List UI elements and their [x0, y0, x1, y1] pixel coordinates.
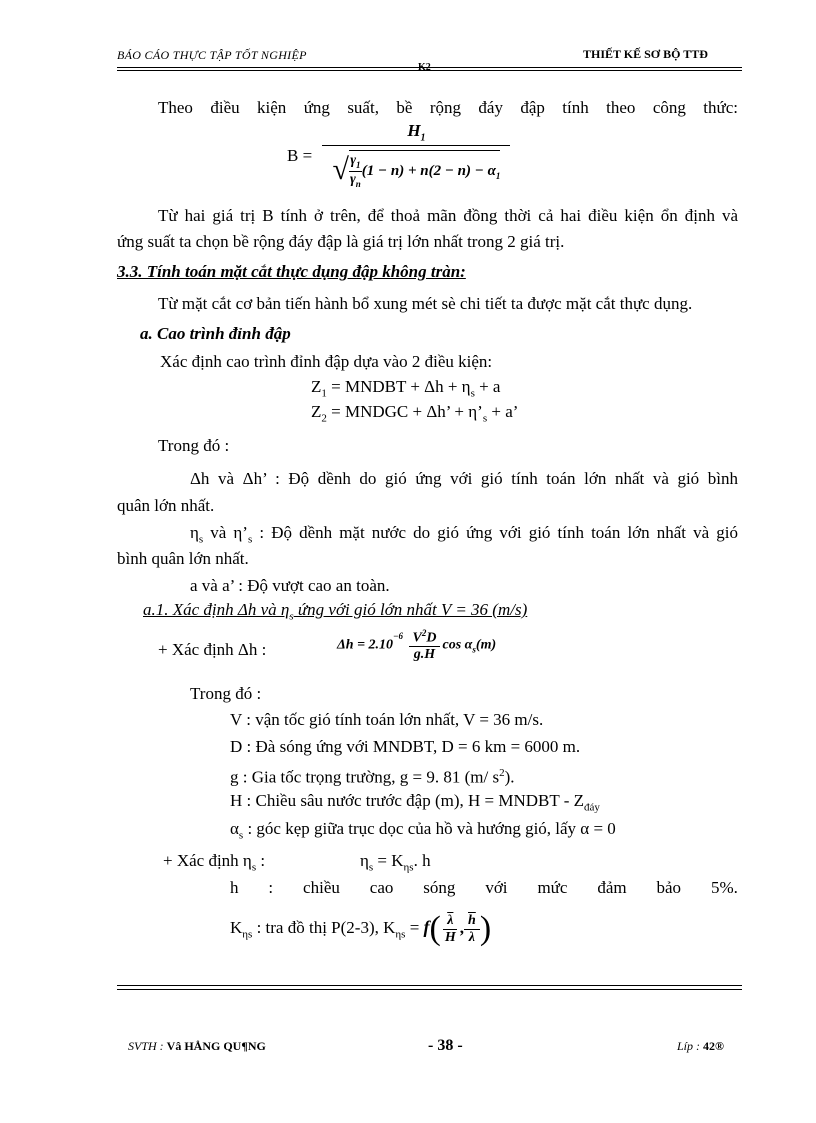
- para-eta-1: $\eta_s$ và $\eta’_s$ : Độ dềnh mặt nước do gió ứng với gió tính toán lớn nhất và gió: [190, 523, 739, 546]
- equation-b: [287, 122, 510, 190]
- def-v: V : vận tốc gió tính toán lớn nhất, V = 36 m/s.: [230, 710, 544, 729]
- equation-z2: $Z_2$ = MNDGC + Δh’ + $\eta’_s + a$’: [311, 402, 519, 425]
- footer-svth: SVTH : Vâ HÅNG QU¶NG: [128, 1039, 266, 1053]
- para-dh-1: Δh và Δh’ : Độ dềnh do gió ứng với gió tính toán lớn nhất và gió bình: [190, 469, 738, 488]
- equation-eta: $\eta_s = K_{\eta s}$. h: [360, 851, 431, 874]
- header-center: K2: [418, 62, 431, 73]
- para-stress: Theo điều kiện ứng suất, bề rộng đáy đập tính theo công thức:: [158, 98, 738, 117]
- label-trong-do-1: Trong đó :: [158, 436, 230, 455]
- section-a1-title: a.1. Xác định Δh và $\eta_s$ ứng với gió lớn nhất V = 36 (m/s): [143, 600, 528, 623]
- eq-b-den: √ $\frac{\gamma_1}{\gamma_n}$ $(1 - n) + n(2 - n) - \alpha_1$: [328, 146, 504, 189]
- page-number: - 38 -: [428, 1037, 463, 1054]
- footer-rule-bottom: [117, 989, 742, 990]
- section-3-3-title: 3.3. Tính toán mặt cắt thực dụng đập không tràn:: [117, 262, 466, 281]
- def-h-wave: h : chiều cao sóng với mức đảm bảo 5%.: [230, 878, 738, 897]
- section-a-title: a. Cao trình đỉnh đập: [140, 324, 291, 343]
- header-left: BÁO CÁO THỰC TẬP TỐT NGHIỆP: [117, 48, 307, 62]
- para-eta-2: bình quân lớn nhất.: [117, 549, 249, 568]
- para-dh-2: quân lớn nhất.: [117, 496, 215, 515]
- header-right: THIẾT KẾ SƠ BỘ TTĐ: [583, 47, 708, 61]
- para-section-intro: Từ mặt cắt cơ bản tiến hành bổ xung mét sè chi tiết ta được mặt cắt thực dụng.: [158, 294, 693, 313]
- eq-b-num: $H_1$: [322, 122, 510, 146]
- para-aa: a và a’ : Độ vượt cao an toàn.: [190, 576, 390, 595]
- def-h-depth: H : Chiều sâu nước trước đập (m), H = MNDBT - $Z_{đáy}$: [230, 791, 600, 814]
- para-conditions: Xác định cao trình đỉnh đập dựa vào 2 điều kiện:: [160, 352, 493, 371]
- footer-rule-top: [117, 985, 742, 986]
- def-k: $K_{\eta s}$ : tra đồ thị P(2-3), $K_{\eta s} = f$( $\frac{\overline{\lambda}}{H}$ , $\frac{\overline{h}}{\lambda}$ ): [230, 910, 492, 947]
- def-alpha: $\alpha_s$ : góc kẹp giữa trục dọc của hồ và hướng gió, lấy α = 0: [230, 819, 616, 842]
- def-d: D : Đà sóng ứng với MNDBT, D = 6 km = 6000 m.: [230, 737, 581, 756]
- equation-dh: $\Delta h = 2.10^{-6}$ $\frac{V^2D}{g.H}$ $\cos \alpha_s(m)$: [337, 628, 497, 663]
- label-trong-do-2: Trong đó :: [190, 684, 262, 703]
- para-choose-2: ứng suất ta chọn bề rộng đáy đập là giá trị lớn nhất trong 2 giá trị.: [117, 232, 565, 251]
- def-g: g : Gia tốc trọng trường, g = 9. 81 (m/ $s^2$).: [230, 767, 515, 787]
- para-choose-1: Từ hai giá trị B tính ở trên, để thoả mãn đồng thời cả hai điều kiện ổn định và: [158, 206, 738, 225]
- label-xd-dh: + Xác định Δh :: [158, 640, 267, 659]
- footer-lop: Líp : 42®: [677, 1039, 724, 1053]
- eq-b-lhs: B =: [287, 145, 313, 165]
- label-xd-eta: + Xác định $\eta_s$ :: [163, 851, 266, 874]
- equation-z1: $Z_1$ = MNDBT + $\Delta h + \eta_s + a$: [311, 377, 501, 400]
